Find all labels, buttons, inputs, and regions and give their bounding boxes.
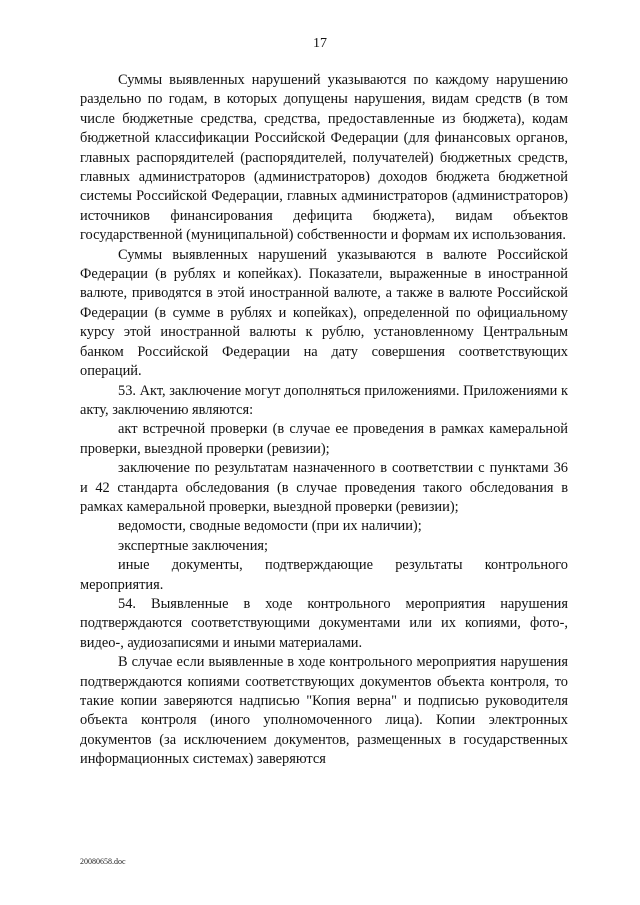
- paragraph-counter-inspection-act: акт встречной проверки (в случае ее проведения в рамках камеральной проверки, выездной проверки (ревизии);: [80, 421, 568, 457]
- paragraph-item-53: 53. Акт, заключение могут дополняться приложениями. Приложениями к акту, заключению являются:: [80, 382, 568, 418]
- page-number: 17: [313, 36, 327, 51]
- paragraph-item-54: 54. Выявленные в ходе контрольного мероприятия нарушения подтверждаются соответствующими документами или их копиями, фото-, видео-, аудиозаписями и иными материалами.: [80, 595, 568, 651]
- paragraph-currency: Суммы выявленных нарушений указываются в валюте Российской Федерации (в рублях и копейках). Показатели, выраженные в иностранной валюте, приводятся в этой иностранной валюте, а также в валюте Российской Федерации (в сумме в рублях и копейках), определенной по официальному курсу этой иностранной валюты к рублю, установленному Центральным банком Российской Федерации на дату совершения соответствующих операций.: [80, 246, 568, 380]
- paragraph-other-documents: иные документы, подтверждающие результаты контрольного мероприятия.: [80, 557, 568, 593]
- paragraph-violations-breakdown: Суммы выявленных нарушений указываются по каждому нарушению раздельно по годам, в которых допущены нарушения, видам средств (в том числе бюджетные средства, средства, предоставленные из бюджета), кодам бюджетной классификации Российской Федерации (для финансовых органов, главных распорядителей (распорядителей, получателей) бюджетных средств, главных администраторов (администраторов) доходов бюджета бюджетной системы Российской Федерации, главных администраторов (администраторов) источников финансирования дефицита бюджета), видам объектов государственной (муниципальной) собственности и формам их использования.: [80, 72, 568, 244]
- paragraph-statements: ведомости, сводные ведомости (при их наличии);: [118, 518, 422, 535]
- document-body: [80, 71, 568, 770]
- paragraph-expert-conclusions: экспертные заключения;: [118, 537, 269, 554]
- paragraph-survey-conclusion: заключение по результатам назначенного в соответствии с пунктами 36 и 42 стандарта обследования (в случае проведения такого обследования в рамках камеральной проверки, выездной проверки (ревизии);: [80, 460, 568, 515]
- file-name-footer: 20080658.doc: [80, 857, 126, 866]
- paragraph-copies-certification: В случае если выявленные в ходе контрольного мероприятия нарушения подтверждаются копиями соответствующих документов объекта контроля, то такие копии заверяются надписью "Копия верна" и подписью руководителя объекта контроля (иного уполномоченного лица). Копии электронных документов (за исключением документов, размещенных в государственных информационных системах) заверяются: [80, 654, 568, 768]
